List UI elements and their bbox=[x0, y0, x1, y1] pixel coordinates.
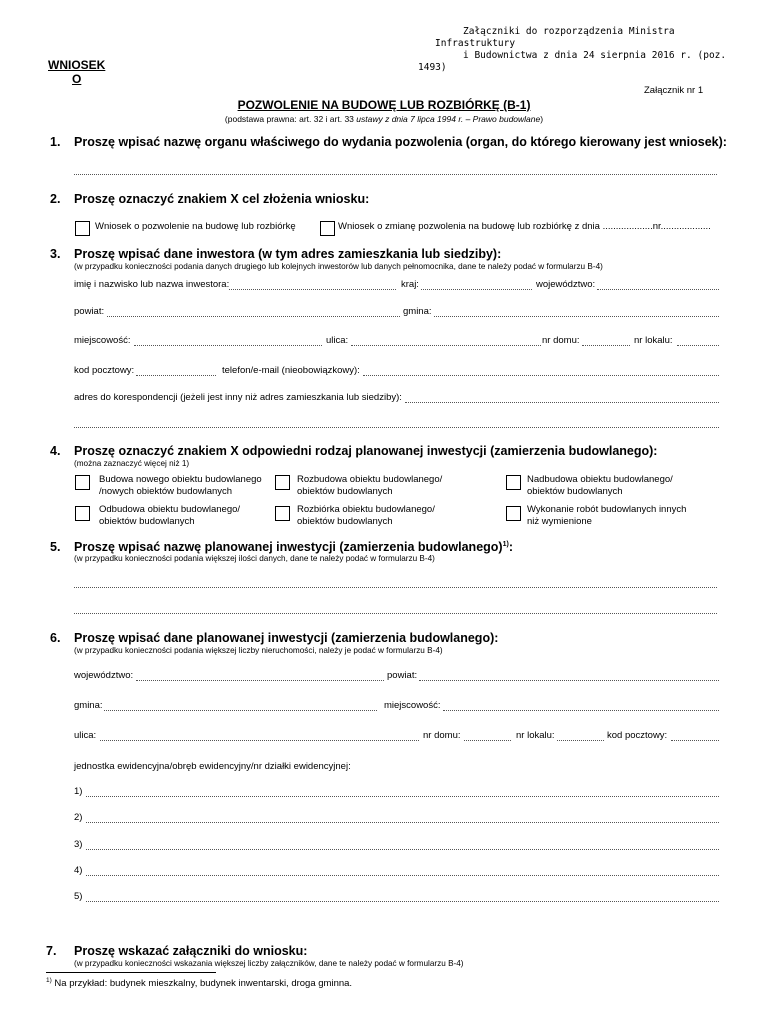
parcel-5-field[interactable] bbox=[86, 901, 719, 902]
investor-city-label: miejscowość: bbox=[74, 335, 131, 346]
investment-superstructure-checkbox[interactable] bbox=[506, 475, 521, 490]
investor-city-field[interactable] bbox=[134, 345, 322, 346]
footnote-text: Na przykład: budynek mieszkalny, budynek inwentarski, droga gminna. bbox=[51, 978, 353, 990]
section-7-note: (w przypadku konieczności wskazania większej liczby załączników, dane te należy podać w formularzu B-4) bbox=[74, 959, 464, 968]
investment-rebuild-line-2: obiektów budowlanych bbox=[99, 515, 195, 527]
section-6-title: Proszę wpisać dane planowanej inwestycji (zamierzenia budowlanego): bbox=[74, 631, 499, 645]
purpose-change-checkbox[interactable] bbox=[320, 221, 335, 236]
investment-demolition-checkbox[interactable] bbox=[275, 506, 290, 521]
legal-basis-prefix: (podstawa prawna: art. 32 i art. 33 bbox=[224, 114, 357, 124]
investment-extension-label bbox=[297, 474, 442, 497]
investment-other-works-label bbox=[527, 504, 686, 527]
investor-house-label: nr domu: bbox=[542, 335, 580, 346]
investor-street-label: ulica: bbox=[326, 335, 349, 346]
section-1-number: 1. bbox=[50, 135, 61, 149]
site-county-field[interactable] bbox=[419, 680, 719, 681]
footnote bbox=[46, 977, 352, 989]
investor-voivodeship-label: województwo: bbox=[536, 279, 596, 290]
legal-basis-act: ustawy z dnia 7 lipca 1994 r. – Prawo budowlane bbox=[356, 114, 541, 124]
parcel-5-label: 5) bbox=[74, 891, 83, 902]
investment-build-new-line-1: Budowa nowego obiektu budowlanego bbox=[99, 474, 262, 485]
regulation-line-2: Infrastruktury bbox=[435, 38, 516, 49]
section-2-number: 2. bbox=[50, 192, 61, 206]
footnote-marker: 1) bbox=[46, 977, 52, 984]
investor-local-label: nr lokalu: bbox=[634, 335, 673, 346]
investment-demolition-line-2: obiektów budowlanych bbox=[297, 515, 393, 527]
form-title: POZWOLENIE NA BUDOWĘ LUB ROZBIÓRKĘ (B-1) bbox=[237, 98, 531, 112]
investor-county-label: powiat: bbox=[74, 306, 105, 317]
regulation-line-4: 1493) bbox=[418, 62, 447, 73]
investment-build-new-label bbox=[99, 474, 262, 497]
investment-superstructure-label bbox=[527, 474, 673, 497]
parcel-3-field[interactable] bbox=[86, 849, 719, 850]
parcel-1-label: 1) bbox=[74, 786, 83, 797]
site-city-label: miejscowość: bbox=[384, 700, 441, 711]
parcel-1-field[interactable] bbox=[86, 796, 719, 797]
investment-extension-line-1: Rozbudowa obiektu budowlanego/ bbox=[297, 474, 443, 485]
investment-extension-checkbox[interactable] bbox=[275, 475, 290, 490]
investment-demolition-line-1: Rozbiórka obiektu budowlanego/ bbox=[297, 504, 435, 515]
site-house-label: nr domu: bbox=[423, 730, 461, 741]
site-local-label: nr lokalu: bbox=[516, 730, 555, 741]
footnote-separator bbox=[46, 972, 216, 973]
investment-other-works-line-2: niż wymienione bbox=[527, 515, 592, 527]
parcel-label: jednostka ewidencyjna/obręb ewidencyjny/nr działki ewidencyjnej: bbox=[74, 761, 351, 772]
investment-other-works-line-1: Wykonanie robót budowlanych innych bbox=[527, 504, 687, 515]
parcel-4-label: 4) bbox=[74, 865, 83, 876]
authority-name-field[interactable] bbox=[74, 174, 717, 175]
investment-rebuild-label bbox=[99, 504, 240, 527]
investor-street-field[interactable] bbox=[351, 345, 541, 346]
investor-phone-label: telefon/e-mail (nieobowiązkowy): bbox=[222, 365, 360, 376]
section-2-title: Proszę oznaczyć znakiem X cel złożenia wniosku: bbox=[74, 192, 370, 206]
section-1-title: Proszę wpisać nazwę organu właściwego do wydania pozwolenia (organ, do którego kierowany jest wniosek): bbox=[74, 135, 727, 149]
investment-other-works-checkbox[interactable] bbox=[506, 506, 521, 521]
site-commune-label: gmina: bbox=[74, 700, 103, 711]
site-postal-field[interactable] bbox=[671, 740, 719, 741]
section-4-note: (można zaznaczyć więcej niż 1) bbox=[74, 459, 190, 468]
investment-name-field-2[interactable] bbox=[74, 613, 717, 614]
investor-phone-field[interactable] bbox=[363, 375, 719, 376]
wniosek-heading: WNIOSEK bbox=[48, 58, 106, 72]
parcel-3-label: 3) bbox=[74, 839, 83, 850]
legal-basis-suffix: ) bbox=[540, 114, 544, 124]
investor-name-field[interactable] bbox=[229, 289, 396, 290]
investor-commune-label: gmina: bbox=[403, 306, 432, 317]
investor-postal-field[interactable] bbox=[136, 375, 216, 376]
investment-demolition-label bbox=[297, 504, 435, 527]
site-street-label: ulica: bbox=[74, 730, 97, 741]
section-5-number: 5. bbox=[50, 540, 61, 554]
investor-correspondence-label: adres do korespondencji (jeżeli jest inny niż adres zamieszkania lub siedziby): bbox=[74, 392, 402, 403]
investor-country-label: kraj: bbox=[401, 279, 419, 290]
section-5-title-text: Proszę wpisać nazwę planowanej inwestycji (zamierzenia budowlanego) bbox=[74, 540, 503, 554]
section-7-title: Proszę wskazać załączniki do wniosku: bbox=[74, 944, 308, 958]
section-3-note: (w przypadku konieczności podania danych drugiego lub kolejnych inwestorów lub danych pełnomocnika, dane te należy podać w formularzu B-4) bbox=[74, 262, 603, 271]
investment-superstructure-line-1: Nadbudowa obiektu budowlanego/ bbox=[527, 474, 673, 485]
section-5-title-colon: : bbox=[508, 540, 513, 554]
investor-name-label: imię i nazwisko lub nazwa inwestora: bbox=[74, 279, 230, 290]
investor-house-field[interactable] bbox=[582, 345, 630, 346]
section-4-title: Proszę oznaczyć znakiem X odpowiedni rodzaj planowanej inwestycji (zamierzenia budowlanego): bbox=[74, 444, 658, 458]
purpose-permit-label: Wniosek o pozwolenie na budowę lub rozbiórkę bbox=[95, 221, 296, 232]
site-postal-label: kod pocztowy: bbox=[607, 730, 668, 741]
investment-rebuild-checkbox[interactable] bbox=[75, 506, 90, 521]
regulation-line-3: i Budownictwa z dnia 24 sierpnia 2016 r. (poz. bbox=[463, 50, 727, 61]
investment-build-new-line-2: /nowych obiektów budowlanych bbox=[99, 485, 233, 497]
investor-country-field[interactable] bbox=[421, 289, 532, 290]
investor-postal-label: kod pocztowy: bbox=[74, 365, 135, 376]
section-6-number: 6. bbox=[50, 631, 61, 645]
section-3-title: Proszę wpisać dane inwestora (w tym adres zamieszkania lub siedziby): bbox=[74, 247, 502, 261]
section-5-note: (w przypadku konieczności podania większej ilości danych, dane te należy podać w formularzu B-4) bbox=[74, 554, 435, 563]
regulation-line-1: Załączniki do rozporządzenia Ministra bbox=[463, 26, 675, 37]
site-voivodeship-label: województwo: bbox=[74, 670, 134, 681]
investor-local-field[interactable] bbox=[677, 345, 719, 346]
parcel-2-label: 2) bbox=[74, 812, 83, 823]
site-commune-field[interactable] bbox=[104, 710, 377, 711]
section-5-footnote-ref: 1) bbox=[502, 540, 509, 548]
investment-extension-line-2: obiektów budowlanych bbox=[297, 485, 393, 497]
parcel-4-field[interactable] bbox=[86, 875, 719, 876]
investment-build-new-checkbox[interactable] bbox=[75, 475, 90, 490]
section-7-number: 7. bbox=[46, 944, 57, 958]
parcel-2-field[interactable] bbox=[86, 822, 719, 823]
section-4-number: 4. bbox=[50, 444, 61, 458]
investment-rebuild-line-1: Odbudowa obiektu budowlanego/ bbox=[99, 504, 241, 515]
investor-voivodeship-field[interactable] bbox=[597, 289, 719, 290]
investment-superstructure-line-2: obiektów budowlanych bbox=[527, 485, 623, 497]
section-3-number: 3. bbox=[50, 247, 61, 261]
investor-correspondence-field-2[interactable] bbox=[74, 427, 719, 428]
section-6-note: (w przypadku konieczności podania większej liczby nieruchomości, należy je podać w formularzu B-4) bbox=[74, 646, 443, 655]
site-local-field[interactable] bbox=[557, 740, 604, 741]
purpose-permit-checkbox[interactable] bbox=[75, 221, 90, 236]
site-house-field[interactable] bbox=[464, 740, 511, 741]
investor-correspondence-field[interactable] bbox=[405, 402, 719, 403]
investor-county-field[interactable] bbox=[107, 316, 400, 317]
site-city-field[interactable] bbox=[443, 710, 719, 711]
site-voivodeship-field[interactable] bbox=[136, 680, 384, 681]
wniosek-heading-o: O bbox=[72, 72, 82, 86]
site-street-field[interactable] bbox=[100, 740, 419, 741]
attachment-number: Załącznik nr 1 bbox=[644, 85, 704, 96]
site-county-label: powiat: bbox=[387, 670, 418, 681]
section-5-title bbox=[74, 540, 513, 554]
purpose-change-label: Wniosek o zmianę pozwolenia na budowę lub rozbiórkę z dnia ...................nr................... bbox=[338, 221, 711, 232]
investor-commune-field[interactable] bbox=[434, 316, 719, 317]
investment-name-field-1[interactable] bbox=[74, 587, 717, 588]
legal-basis bbox=[0, 114, 768, 124]
